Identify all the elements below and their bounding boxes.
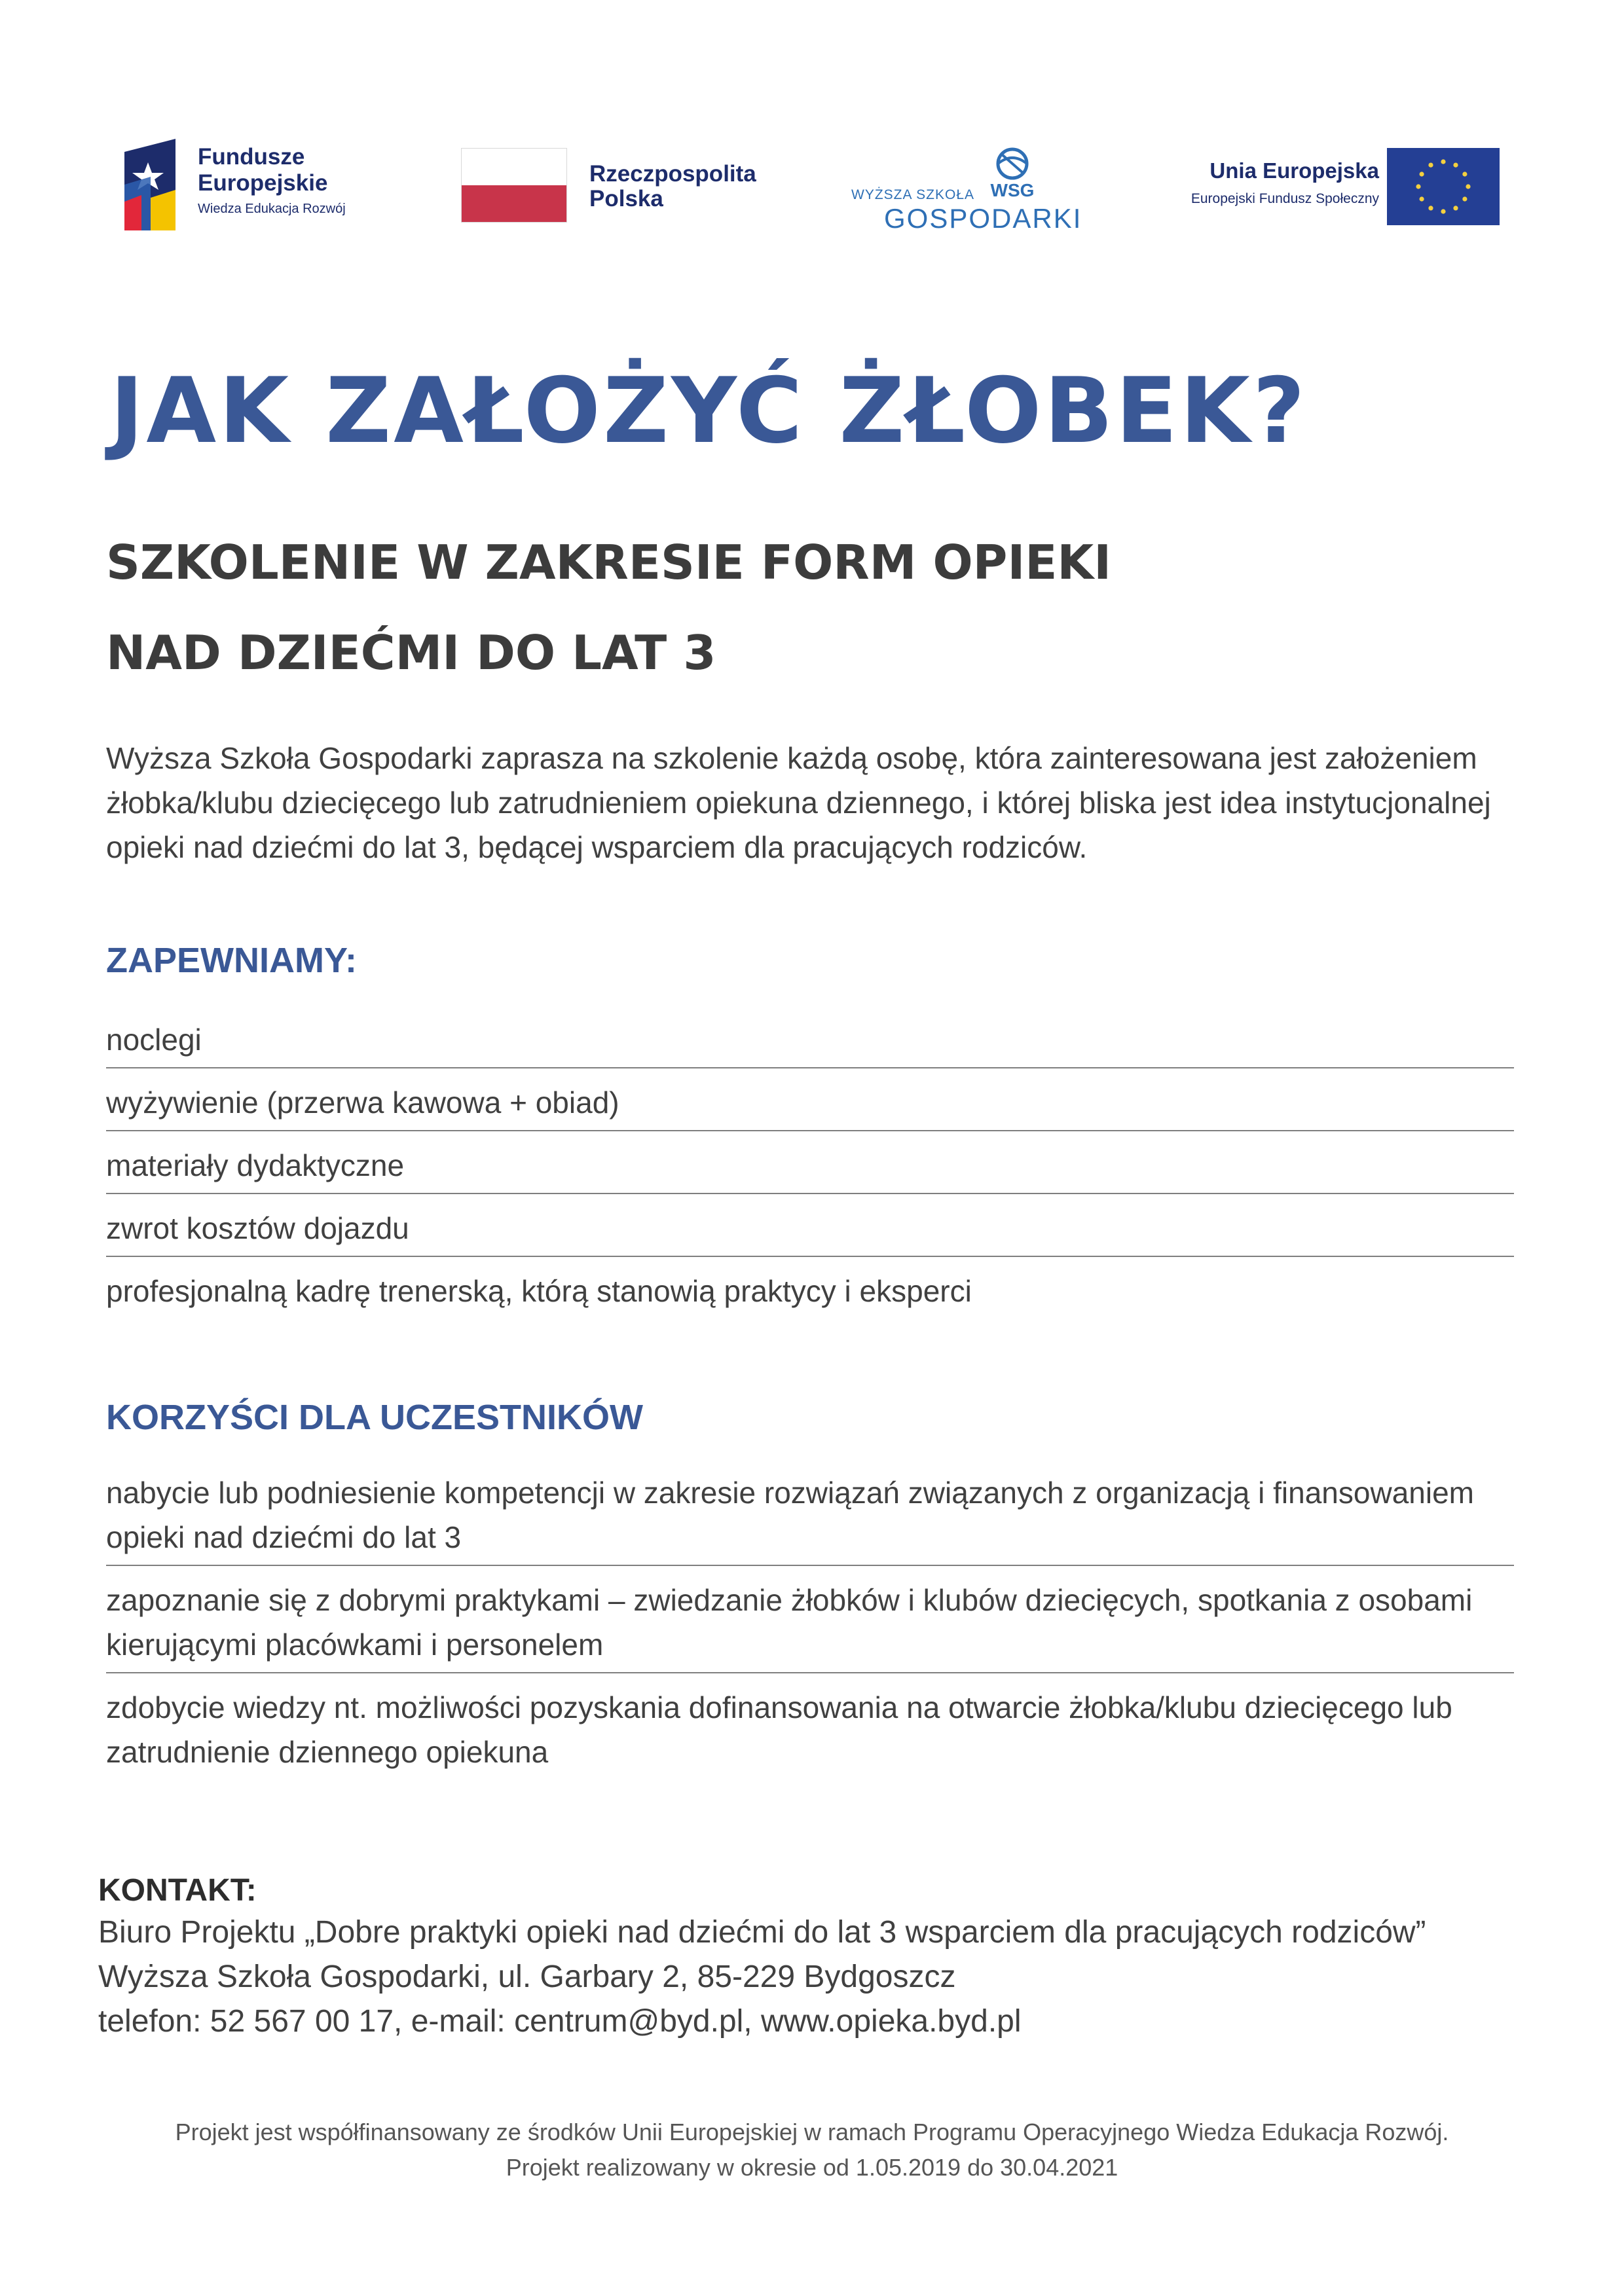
contact-address: Wyższa Szkoła Gospodarki, ul. Garbary 2, 85-229 Bydgoszcz [98, 1959, 956, 1994]
rzeczpospolita-polska-logo [461, 148, 815, 233]
eu-star [1441, 159, 1445, 164]
wsg-line1: WYŻSZA SZKOŁA [851, 187, 975, 202]
benefit-item: nabycie lub podniesienie kompetencji w zakresie rozwiązań związanych z organizacją i finansowaniem opieki nad dziećmi do lat 3 [106, 1459, 1514, 1566]
logo-bar [0, 0, 1624, 262]
contact-project-office: Biuro Projektu „Dobre praktyki opieki nad dziećmi do lat 3 wsparciem dla pracujących rodziców” [98, 1915, 1426, 1950]
fundusze-europejskie-logo [124, 139, 432, 244]
provide-heading: ZAPEWNIAMY: [106, 941, 357, 980]
eu-star [1420, 172, 1424, 176]
contact-heading: KONTAKT: [98, 1873, 257, 1908]
page-subtitle [106, 517, 1111, 698]
fundusze-line2: Europejskie [198, 170, 328, 196]
eu-star [1428, 163, 1433, 168]
ue-line1: Unia Europejska [1209, 158, 1379, 183]
benefits-list [106, 1459, 1514, 1779]
eu-star [1416, 184, 1420, 189]
eu-star [1441, 209, 1445, 213]
provide-item: noclegi [106, 1008, 1514, 1068]
provide-item: wyżywienie (przerwa kawowa + obiad) [106, 1068, 1514, 1131]
subtitle-line1: SZKOLENIE W ZAKRESIE FORM OPIEKI [106, 535, 1111, 590]
eu-star [1428, 206, 1433, 210]
contact-phone-email: telefon: 52 567 00 17, e-mail: centrum@byd.pl, www.opieka.byd.pl [98, 2004, 1022, 2039]
wsg-mark-text: WSG [990, 180, 1035, 199]
benefit-item: zapoznanie się z dobrymi praktykami – zwiedzanie żłobków i klubów dziecięcych, spotkania z osobami kierującymi placówkami i personelem [106, 1566, 1514, 1673]
fundusze-line1: Fundusze [198, 144, 305, 170]
wsg-globe-logo-icon [986, 144, 1039, 199]
fundusze-europejskie-star-logo-icon [124, 139, 175, 230]
subtitle-line2: NAD DZIEĆMI DO LAT 3 [106, 625, 716, 680]
provide-item: zwrot kosztów dojazdu [106, 1194, 1514, 1257]
benefit-item: zdobycie wiedzy nt. możliwości pozyskania dofinansowania na otwarcie żłobka/klubu dziecięcego lub zatrudnienie dziennego opiekuna [106, 1690, 1452, 1769]
eu-star [1466, 184, 1470, 189]
rzeczpospolita-line1: Rzeczpospolita [589, 161, 756, 187]
footer-funding-note: Projekt jest współfinansowany ze środków Unii Europejskiej w ramach Programu Operacyjnego Wiedza Edukacja Rozwój. [175, 2119, 1449, 2145]
provide-item: profesjonalną kadrę trenerską, którą stanowią praktycy i eksperci [106, 1274, 972, 1308]
benefits-heading: KORZYŚCI DLA UCZESTNIKÓW [106, 1398, 643, 1437]
fundusze-line3: Wiedza Edukacja Rozwój [198, 202, 346, 216]
eu-star [1453, 206, 1458, 210]
wsg-line2: GOSPODARKI [884, 203, 1082, 234]
eu-star [1462, 172, 1467, 176]
provide-item: materiały dydaktyczne [106, 1131, 1514, 1194]
page-title: JAK ZAŁOŻYĆ ŻŁOBEK? [110, 358, 1308, 464]
eu-star [1453, 163, 1458, 168]
provide-list [106, 1008, 1514, 1319]
eu-star [1420, 196, 1424, 201]
footer-project-period: Projekt realizowany w okresie od 1.05.2019 do 30.04.2021 [506, 2154, 1118, 2181]
eu-flag-icon [1387, 148, 1500, 225]
eu-star [1462, 196, 1467, 201]
rzeczpospolita-line2: Polska [589, 186, 663, 211]
intro-paragraph: Wyższa Szkoła Gospodarki zaprasza na szkolenie każdą osobę, która zainteresowana jest założeniem żłobka/klubu dziecięcego lub zatrudnieniem opiekuna dziennego, i której bliska jest idea instytucjonalnej opieki nad dziećmi do lat 3, będącej wsparciem dla pracujących rodziców. [106, 741, 1491, 864]
unia-europejska-logo [1126, 148, 1519, 233]
polish-flag-icon [461, 148, 567, 223]
ue-line2: Europejski Fundusz Społeczny [1190, 191, 1379, 206]
wsg-logo [851, 144, 1082, 236]
